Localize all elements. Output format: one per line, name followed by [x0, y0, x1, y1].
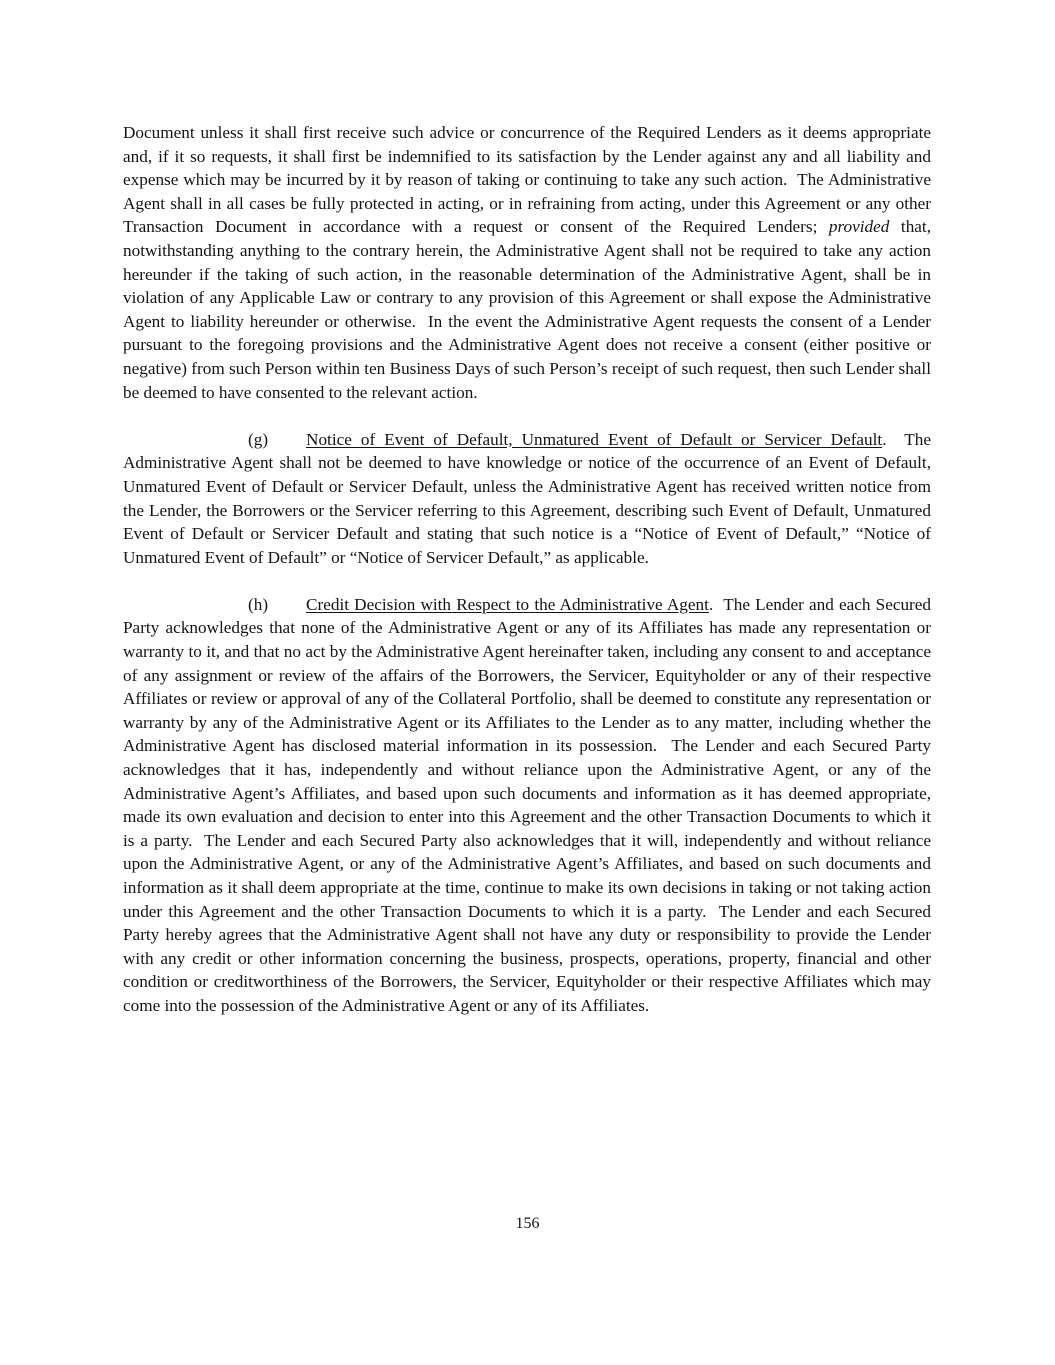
paragraph-text: . The Administrative Agent shall not be deemed to have knowledge or notice of the occurrence of an Event of Default, Unmatured Event of Default or Servicer Default, unless the Administrative Agent has received written notice from the Lender, the Borrowers or the Servicer referring to this Agreement, describing such Event of Default, Unmatured Event of Default or Servicer Default and stating that such notice is a “Notice of Event of Default,” “Notice of Unmatured Event of Default” or “Notice of Servicer Default,” as applicable.	[123, 429, 931, 567]
paragraph-text: . The Lender and each Secured Party acknowledges that none of the Administrative Agent or any of its Affiliates has made any representation or warranty to it, and that no act by the Administrative Agent hereinafter taken, including any consent to and acceptance of any assignment or review of the affairs of the Borrowers, the Servicer, Equityholder or any of their respective Affiliates or review or approval of any of the Collateral Portfolio, shall be deemed to constitute any representation or warranty by any of the Administrative Agent or its Affiliates to the Lender as to any matter, including whether the Administrative Agent has disclosed material information in its possession. The Lender and each Secured Party acknowledges that it has, independently and without reliance upon the Administrative Agent, or any of the Administrative Agent’s Affiliates, and based upon such documents and information as it has deemed appropriate, made its own evaluation and decision to enter into this Agreement and the other Transaction Documents to which it is a party. The Lender and each Secured Party also acknowledges that it will, independently and without reliance upon the Administrative Agent, or any of the Administrative Agent’s Affiliates, and based on such documents and information as it shall deem appropriate at the time, continue to make its own decisions in taking or not taking action under this Agreement and the other Transaction Documents to which it is a party. The Lender and each Secured Party hereby agrees that the Administrative Agent shall not have any duty or responsibility to provide the Lender with any credit or other information concerning the business, prospects, operations, property, financial and other condition or creditworthiness of the Borrowers, the Servicer, Equityholder or their respective Affiliates which may come into the possession of the Administrative Agent or any of its Affiliates.	[123, 594, 931, 1015]
paragraph-g	[123, 428, 931, 570]
paragraph-text-italic: provided	[828, 217, 890, 237]
paragraph-h	[123, 593, 931, 1018]
paragraph-g-heading: Notice of Event of Default, Unmatured Event of Default or Servicer Default	[306, 429, 883, 449]
page-number: 156	[515, 1215, 540, 1232]
paragraph-h-heading: Credit Decision with Respect to the Administrative Agent	[306, 594, 709, 614]
paragraph-g-label: (g)	[248, 429, 269, 449]
paragraph-text: Document unless it shall first receive such advice or concurrence of the Required Lenders as it deems appropriate and, if it so requests, it shall first be indemnified to its satisfaction by the Lender against any and all liability and expense which may be incurred by it by reason of taking or continuing to take any such action. The Administrative Agent shall in all cases be fully protected in acting, or in refraining from acting, under this Agreement or any other Transaction Document in accordance with a request or consent of the Required Lenders;	[123, 123, 931, 237]
paragraph-text: that, notwithstanding anything to the contrary herein, the Administrative Agent shall not be required to take any action hereunder if the taking of such action, in the reasonable determination of the Administrative Agent, shall be in violation of any Applicable Law or contrary to any provision of this Agreement or shall expose the Administrative Agent to liability hereunder or otherwise. In the event the Administrative Agent requests the consent of a Lender pursuant to the foregoing provisions and the Administrative Agent does not receive a consent (either positive or negative) from such Person within ten Business Days of such Person’s receipt of such request, then such Lender shall be deemed to have consented to the relevant action.	[123, 217, 931, 402]
paragraph-h-label: (h)	[248, 594, 269, 614]
continuation-paragraph	[123, 121, 931, 404]
